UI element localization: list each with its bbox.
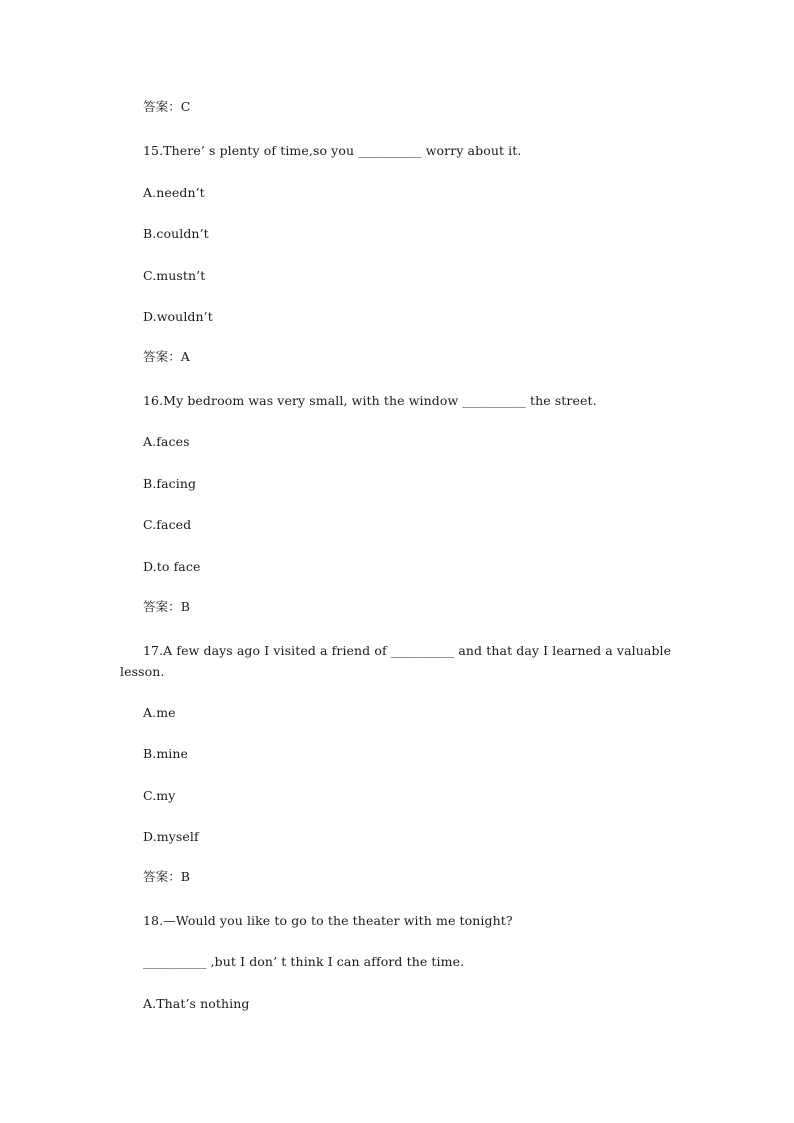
answer-16: 答案：B bbox=[143, 599, 191, 614]
question-17: 17.A few days ago I visited a friend of __________ and that day I learned a valuable lesson. bbox=[120, 643, 672, 679]
option-15-c: C.mustn’t bbox=[143, 268, 206, 283]
option-17-a: A.me bbox=[143, 705, 176, 720]
option-18-a: A.That’s nothing bbox=[143, 996, 250, 1011]
option-15-a: A.needn’t bbox=[143, 185, 205, 200]
option-15-b: B.couldn’t bbox=[143, 226, 209, 241]
question-16: 16.My bedroom was very small, with the window __________ the street. bbox=[143, 393, 597, 408]
answer-14: 答案：C bbox=[143, 99, 191, 114]
question-15: 15.There’ s plenty of time,so you __________ worry about it. bbox=[143, 143, 522, 158]
option-16-d: D.to face bbox=[143, 559, 201, 574]
option-17-d: D.myself bbox=[143, 829, 199, 844]
option-17-b: B.mine bbox=[143, 746, 189, 761]
option-16-b: B.facing bbox=[143, 476, 197, 491]
option-16-c: C.faced bbox=[143, 517, 192, 532]
option-17-c: C.my bbox=[143, 788, 176, 803]
option-15-d: D.wouldn’t bbox=[143, 309, 213, 324]
option-16-a: A.faces bbox=[143, 434, 190, 449]
question-18: 18.—Would you like to go to the theater with me tonight? bbox=[143, 913, 513, 928]
answer-17: 答案：B bbox=[143, 869, 191, 884]
answer-15: 答案：A bbox=[143, 349, 190, 364]
question-18-response: __________ ,but I don’ t think I can afford the time. bbox=[143, 954, 465, 969]
